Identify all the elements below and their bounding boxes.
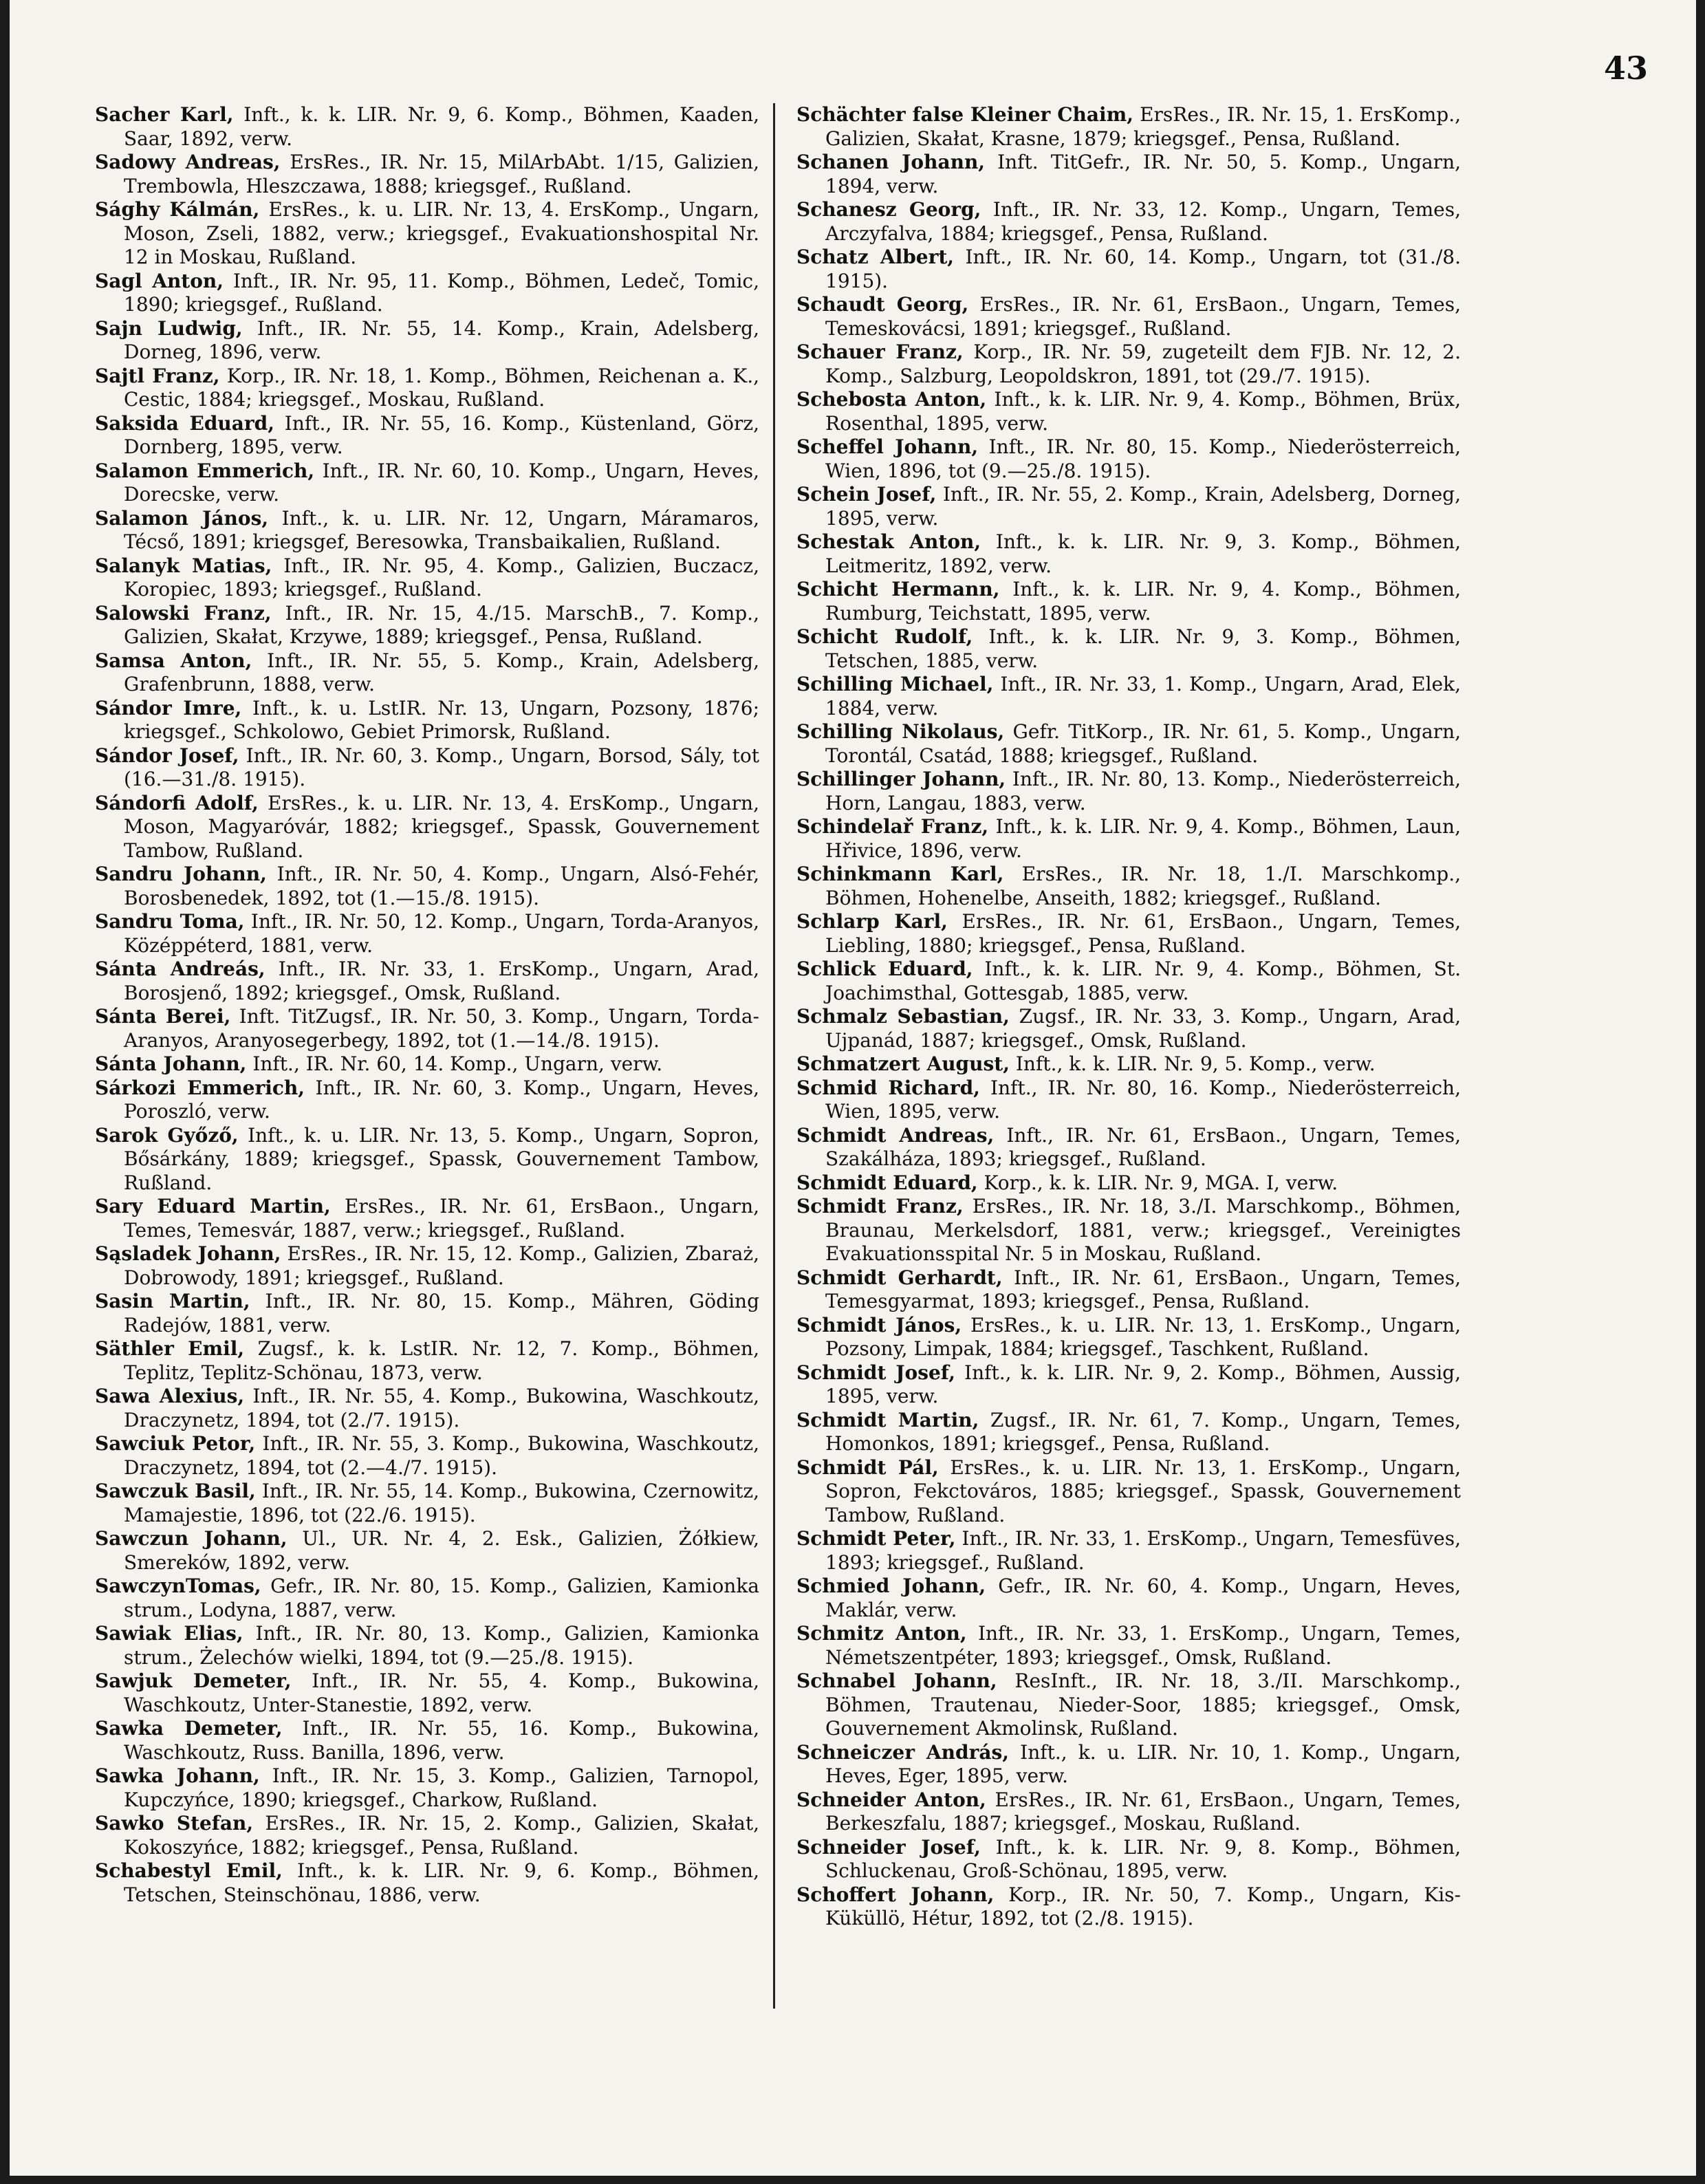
entry-details: Inft., IR. Nr. 55, 4. Komp., Bukowina, Waschkoutz, Unter-Stanestie, 1892, verw.	[124, 1669, 759, 1716]
entry-details: Inft., IR. Nr. 55, 16. Komp., Küstenland, Görz, Dornberg, 1895, verw.	[124, 411, 759, 458]
entry-name: Sánta Berei,	[95, 1005, 231, 1028]
document-page	[10, 0, 1696, 2176]
entry-name: Schmidt Eduard,	[796, 1171, 978, 1194]
casualty-entry	[796, 863, 1461, 910]
entry-details: Gefr., IR. Nr. 60, 4. Komp., Ungarn, Heves, Maklár, verw.	[825, 1575, 1461, 1621]
entry-details: Inft., k. k. LIR. Nr. 9, 2. Komp., Böhmen, Aussig, 1895, verw.	[825, 1361, 1461, 1407]
casualty-entry	[95, 1124, 759, 1196]
entry-details: Inft., IR. Nr. 60, 14. Komp., Ungarn, verw.	[246, 1052, 663, 1075]
casualty-entry	[796, 1836, 1461, 1883]
casualty-entry	[796, 720, 1461, 768]
entry-details: Inft., IR. Nr. 55, 5. Komp., Krain, Adelsberg, Grafenbrunn, 1888, verw.	[124, 649, 759, 695]
entry-name: Schmidt Peter,	[796, 1527, 956, 1550]
casualty-entry	[796, 483, 1461, 530]
entry-name: Schatz Albert,	[796, 246, 955, 268]
casualty-entry	[95, 1480, 759, 1527]
entry-details: Inft., k. k. LIR. Nr. 9, 4. Komp., Böhmen, Laun, Hřivice, 1896, verw.	[825, 815, 1461, 862]
entry-details: Inft., IR. Nr. 33, 1. ErsKomp., Ungarn, Arad, Borosjenő, 1892; kriegsgef., Omsk, Rußland.	[124, 958, 760, 1004]
entry-details: Korp., k. k. LIR. Nr. 9, MGA. I, verw.	[977, 1171, 1338, 1194]
entry-details: ErsRes., IR. Nr. 15, 2. Komp., Galizien, Skałat, Kokoszyńce, 1882; kriegsgef., Pensa, Rußland.	[124, 1812, 759, 1859]
casualty-entry	[796, 1171, 1461, 1196]
casualty-entry	[796, 578, 1461, 625]
casualty-entry	[95, 198, 759, 270]
column-divider	[773, 103, 775, 2009]
casualty-entry	[95, 1432, 759, 1480]
entry-details: Inft., IR. Nr. 55, 14. Komp., Krain, Adelsberg, Dorneg, 1896, verw.	[124, 316, 759, 363]
entry-name: Schestak Anton,	[796, 530, 981, 553]
casualty-entry	[796, 1669, 1461, 1741]
entry-name: Sánta Johann,	[95, 1052, 247, 1075]
casualty-entry	[796, 1314, 1461, 1361]
entry-name: Scheffel Johann,	[796, 435, 979, 458]
page-number: 43	[1603, 50, 1648, 87]
casualty-entry	[796, 1361, 1461, 1409]
entry-details: Inft., IR. Nr. 80, 15. Komp., Mähren, Göding Radejów, 1881, verw.	[124, 1290, 759, 1337]
entry-name: Schebosta Anton,	[796, 388, 987, 411]
entry-details: Inft., k. k. LIR. Nr. 9, 3. Komp., Böhmen, Leitmeritz, 1892, verw.	[825, 530, 1461, 577]
casualty-entry	[796, 151, 1461, 198]
casualty-entry	[95, 103, 759, 151]
entry-name: Schmidt Franz,	[796, 1195, 964, 1218]
casualty-entry	[95, 1337, 759, 1385]
entry-name: Sándorfi Adolf,	[95, 791, 259, 814]
entry-details: Inft., IR. Nr. 55, 14. Komp., Bukowina, Czernowitz, Mamajestie, 1896, tot (22./6. 1915).	[124, 1480, 759, 1526]
casualty-entry	[95, 602, 759, 649]
entry-name: Schillinger Johann,	[796, 768, 1006, 790]
entry-details: Inft., IR. Nr. 33, 1. Komp., Ungarn, Arad, Elek, 1884, verw.	[825, 673, 1461, 720]
casualty-entry	[796, 1409, 1461, 1456]
casualty-entry	[95, 744, 759, 792]
entry-name: Schmidt Pál,	[796, 1456, 939, 1479]
entry-details: Inft., IR. Nr. 55, 3. Komp., Bukowina, Waschkoutz, Draczynetz, 1894, tot (2.—4./7. 1915).	[124, 1432, 759, 1479]
entry-details: Inft., IR. Nr. 61, ErsBaon., Ungarn, Temes, Temesgyarmat, 1893; kriegsgef., Pensa, Rußland.	[825, 1266, 1462, 1312]
casualty-entry	[95, 863, 759, 910]
entry-name: Schoffert Johann,	[796, 1883, 995, 1906]
entry-name: Schabestyl Emil,	[95, 1859, 283, 1882]
entry-details: Korp., IR. Nr. 50, 7. Komp., Ungarn, Kis-Küküllö, Hétur, 1892, tot (2./8. 1915).	[825, 1883, 1461, 1929]
entry-details: Inft. TitGefr., IR. Nr. 50, 5. Komp., Ungarn, 1894, verw.	[825, 151, 1462, 197]
entry-details: ResInft., IR. Nr. 18, 3./II. Marschkomp., Böhmen, Trautenau, Nieder-Soor, 1885; kriegsgef., Omsk, Gouvernement Akmolinsk, Rußland.	[825, 1669, 1461, 1740]
casualty-entry	[95, 1290, 759, 1337]
casualty-entry	[796, 673, 1461, 720]
entry-details: Inft., k. k. LIR. Nr. 9, 6. Komp., Böhmen, Kaaden, Saar, 1892, verw.	[124, 103, 760, 150]
entry-details: ErsRes., k. u. LIR. Nr. 13, 4. ErsKomp., Ungarn, Moson, Magyaróvár, 1882; kriegsgef., Spassk, Gouvernement Tambow, Rußland.	[124, 791, 759, 862]
entry-details: ErsRes., k. u. LIR. Nr. 13, 4. ErsKomp., Ungarn, Moson, Zseli, 1882, verw.; kriegsgef., Evakuationshospital Nr. 12 in Moskau, Rußland.	[124, 198, 759, 268]
entry-details: Zugsf., IR. Nr. 33, 3. Komp., Ungarn, Arad, Ujpanád, 1887; kriegsgef., Omsk, Rußland.	[825, 1005, 1461, 1052]
casualty-entry	[796, 388, 1461, 435]
entry-name: Saksida Eduard,	[95, 411, 274, 435]
casualty-entry	[796, 1527, 1461, 1575]
entry-name: Sadowy Andreas,	[95, 151, 281, 173]
entry-details: Inft., k. u. LIR. Nr. 13, 5. Komp., Ungarn, Sopron, Bősárkány, 1889; kriegsgef., Spassk, Gouvernement Tambow, Rußland.	[124, 1123, 759, 1194]
entry-name: Schneider Anton,	[796, 1788, 986, 1811]
entry-name: Sawko Stefan,	[95, 1812, 254, 1835]
casualty-entry	[796, 1456, 1461, 1528]
left-column	[95, 103, 759, 1907]
entry-details: ErsRes., IR. Nr. 18, 1./I. Marschkomp., Böhmen, Hohenelbe, Anseith, 1882; kriegsgef., Rußland.	[825, 863, 1461, 909]
casualty-entry	[796, 1052, 1461, 1077]
casualty-entry	[95, 958, 759, 1005]
casualty-entry	[95, 1859, 759, 1907]
casualty-entry	[95, 507, 759, 554]
entry-name: Sasin Martin,	[95, 1290, 250, 1312]
casualty-entry	[796, 768, 1461, 815]
entry-name: Schlarp Karl,	[796, 910, 948, 933]
entry-name: Salowski Franz,	[95, 601, 272, 625]
entry-name: Schmidt Andreas,	[796, 1123, 995, 1147]
entry-details: Inft., IR. Nr. 33, 12. Komp., Ungarn, Temes, Arczyfalva, 1884; kriegsgef., Pensa, Rußland.	[825, 198, 1461, 245]
casualty-entry	[796, 246, 1461, 293]
entry-details: Inft., IR. Nr. 15, 4./15. MarschB., 7. Komp., Galizien, Skałat, Krzywe, 1889; kriegsgef., Pensa, Rußland.	[124, 601, 759, 648]
entry-details: Inft., IR. Nr. 60, 3. Komp., Ungarn, Heves, Poroszló, verw.	[124, 1076, 759, 1123]
casualty-entry	[796, 198, 1461, 246]
entry-details: Inft., IR. Nr. 55, 4. Komp., Bukowina, Waschkoutz, Draczynetz, 1894, tot (2./7. 1915).	[124, 1385, 759, 1431]
entry-details: Inft., IR. Nr. 55, 2. Komp., Krain, Adelsberg, Dorneg, 1895, verw.	[825, 483, 1461, 530]
casualty-entry	[95, 910, 759, 958]
entry-details: Inft., IR. Nr. 55, 16. Komp., Bukowina, Waschkoutz, Russ. Banilla, 1896, verw.	[124, 1717, 759, 1764]
entry-name: Sary Eduard Martin,	[95, 1195, 331, 1218]
casualty-entry	[95, 554, 759, 602]
casualty-entry	[796, 103, 1461, 151]
casualty-entry	[796, 1124, 1461, 1171]
casualty-entry	[95, 649, 759, 697]
entry-name: Sawjuk Demeter,	[95, 1669, 292, 1692]
casualty-entry	[796, 530, 1461, 578]
entry-name: Schächter false Kleiner Chaim,	[796, 103, 1134, 126]
entry-details: Korp., IR. Nr. 18, 1. Komp., Böhmen, Reichenan a. K., Cestic, 1884; kriegsgef., Moskau, Rußland.	[124, 364, 759, 411]
entry-name: Schmied Johann,	[796, 1575, 986, 1597]
entry-name: Samsa Anton,	[95, 649, 252, 672]
entry-name: Schein Josef,	[796, 483, 937, 506]
entry-name: Sandru Toma,	[95, 910, 245, 933]
entry-details: ErsRes., IR. Nr. 61, ErsBaon., Ungarn, Temes, Berkeszfalu, 1887; kriegsgef., Moskau, Rußland.	[825, 1788, 1461, 1835]
entry-details: Inft., IR. Nr. 50, 12. Komp., Ungarn, Torda-Aranyos, Középpéterd, 1881, verw.	[124, 910, 759, 957]
entry-details: Inft., k. u. LIR. Nr. 12, Ungarn, Máramaros, Técső, 1891; kriegsgef, Beresowka, Transbaikalien, Rußland.	[124, 506, 759, 553]
entry-name: Schmalz Sebastian,	[796, 1005, 1010, 1028]
entry-details: Inft., k. u. LstIR. Nr. 13, Ungarn, Pozsony, 1876; kriegsgef., Schkolowo, Gebiet Primorsk, Rußland.	[124, 696, 759, 743]
entry-details: Inft., k. k. LIR. Nr. 9, 4. Komp., Böhmen, Rumburg, Teichstatt, 1895, verw.	[825, 578, 1461, 625]
entry-name: Schanen Johann,	[796, 151, 986, 173]
casualty-entry	[95, 1812, 759, 1859]
entry-name: Sawczun Johann,	[95, 1527, 287, 1550]
entry-details: Inft., IR. Nr. 80, 16. Komp., Niederösterreich, Wien, 1895, verw.	[825, 1076, 1461, 1123]
casualty-entry	[95, 1575, 759, 1622]
entry-name: Schilling Nikolaus,	[796, 720, 1005, 743]
entry-details: Inft., IR. Nr. 15, 3. Komp., Galizien, Tarnopol, Kupczyńce, 1890; kriegsgef., Charkow, Rußland.	[124, 1764, 759, 1811]
entry-name: Salamon János,	[95, 506, 269, 530]
entry-details: Inft., IR. Nr. 95, 4. Komp., Galizien, Buczacz, Koropiec, 1893; kriegsgef., Rußland.	[124, 554, 760, 601]
entry-name: Schmid Richard,	[796, 1076, 980, 1099]
entry-name: Säthler Emil,	[95, 1337, 245, 1360]
casualty-entry	[796, 435, 1461, 483]
entry-name: Schauer Franz,	[796, 340, 964, 363]
entry-details: Inft., k. k. LIR. Nr. 9, 4. Komp., Böhmen, St. Joachimsthal, Gottesgab, 1885, verw.	[825, 958, 1461, 1004]
right-column	[796, 103, 1461, 1931]
entry-details: Inft., IR. Nr. 33, 1. ErsKomp., Ungarn, Temesfüves, 1893; kriegsgef., Rußland.	[825, 1527, 1461, 1574]
entry-details: Gefr., IR. Nr. 80, 15. Komp., Galizien, Kamionka strum., Lodyna, 1887, verw.	[124, 1575, 759, 1621]
entry-name: Schicht Hermann,	[796, 578, 1000, 601]
casualty-entry	[95, 1005, 759, 1052]
casualty-entry	[796, 958, 1461, 1005]
casualty-entry	[95, 697, 759, 744]
entry-name: Sándor Imre,	[95, 696, 242, 720]
entry-name: Schnabel Johann,	[796, 1669, 997, 1692]
entry-details: Inft., IR. Nr. 80, 13. Komp., Niederösterreich, Horn, Langau, 1883, verw.	[825, 768, 1461, 814]
entry-details: Inft., k. k. LIR. Nr. 9, 6. Komp., Böhmen, Tetschen, Steinschönau, 1886, verw.	[124, 1859, 759, 1906]
entry-details: Inft., IR. Nr. 60, 14. Komp., Ungarn, tot (31./8. 1915).	[825, 246, 1461, 292]
entry-details: Inft., k. k. LIR. Nr. 9, 3. Komp., Böhmen, Tetschen, 1885, verw.	[825, 625, 1461, 672]
casualty-entry	[95, 1527, 759, 1575]
entry-name: Sagl Anton,	[95, 269, 224, 292]
casualty-entry	[95, 317, 759, 365]
entry-details: ErsRes., IR. Nr. 15, 1. ErsKomp., Galizien, Skałat, Krasne, 1879; kriegsgef., Pensa, Rußland.	[825, 103, 1462, 150]
casualty-entry	[796, 910, 1461, 958]
casualty-entry	[95, 1195, 759, 1242]
entry-name: Schmatzert August,	[796, 1052, 1010, 1075]
entry-name: Sawiak Elias,	[95, 1622, 243, 1645]
entry-details: ErsRes., IR. Nr. 61, ErsBaon., Ungarn, Temes, Temesvár, 1887, verw.; kriegsgef., Rußland.	[124, 1195, 759, 1242]
casualty-entry	[95, 1385, 759, 1432]
entry-details: ErsRes., IR. Nr. 18, 3./I. Marschkomp., Böhmen, Braunau, Merkelsdorf, 1881, verw.; kriegsgef., Vereinigtes Evakuationsspital Nr. 5 in Moskau, Rußland.	[825, 1195, 1462, 1265]
entry-name: Schmidt Gerhardt,	[796, 1266, 1003, 1289]
entry-details: ErsRes., IR. Nr. 15, MilArbAbt. 1/15, Galizien, Trembowla, Hleszczawa, 1888; kriegsgef., Rußland.	[124, 151, 759, 197]
casualty-entry	[796, 815, 1461, 863]
entry-details: Inft., k. u. LIR. Nr. 10, 1. Komp., Ungarn, Heves, Eger, 1895, verw.	[825, 1740, 1462, 1787]
entry-details: Inft., IR. Nr. 50, 4. Komp., Ungarn, Alsó-Fehér, Borosbenedek, 1892, tot (1.—15./8. 1915).	[124, 863, 760, 909]
entry-name: Schmidt Josef,	[796, 1361, 955, 1384]
entry-name: Schlick Eduard,	[796, 958, 973, 980]
casualty-entry	[95, 151, 759, 198]
entry-name: Sawciuk Petor,	[95, 1432, 256, 1455]
entry-name: SawczynTomas,	[95, 1575, 261, 1597]
entry-name: Schanesz Georg,	[796, 198, 981, 221]
casualty-entry	[796, 1622, 1461, 1669]
entry-details: Inft., IR. Nr. 80, 15. Komp., Niederösterreich, Wien, 1896, tot (9.—25./8. 1915).	[825, 435, 1461, 482]
entry-details: Inft., IR. Nr. 61, ErsBaon., Ungarn, Temes, Szakálháza, 1893; kriegsgef., Rußland.	[825, 1123, 1462, 1170]
entry-name: Schneider Josef,	[796, 1835, 981, 1859]
entry-details: Inft., IR. Nr. 33, 1. ErsKomp., Ungarn, Temes, Németszentpéter, 1893; kriegsgef., Omsk, Rußland.	[825, 1622, 1461, 1669]
casualty-entry	[95, 1077, 759, 1124]
entry-name: Sandru Johann,	[95, 863, 267, 885]
entry-details: Inft. TitZugsf., IR. Nr. 50, 3. Komp., Ungarn, Torda-Aranyos, Aranyosegerbegy, 1892, tot (1.—14./8. 1915).	[124, 1005, 759, 1052]
entry-details: Inft., k. k. LIR. Nr. 9, 5. Komp., verw.	[1009, 1052, 1376, 1075]
casualty-entry	[95, 459, 759, 507]
casualty-entry	[796, 1575, 1461, 1622]
entry-details: Inft., k. k. LIR. Nr. 9, 4. Komp., Böhmen, Brüx, Rosenthal, 1895, verw.	[825, 388, 1461, 435]
entry-name: Sawka Demeter,	[95, 1717, 283, 1740]
entry-details: Inft., IR. Nr. 60, 3. Komp., Ungarn, Borsod, Sály, tot (16.—31./8. 1915).	[124, 744, 760, 790]
casualty-entry	[796, 1788, 1461, 1836]
casualty-entry	[95, 270, 759, 317]
entry-details: ErsRes., k. u. LIR. Nr. 13, 1. ErsKomp., Ungarn, Pozsony, Limpak, 1884; kriegsgef., Taschkent, Rußland.	[825, 1313, 1461, 1360]
casualty-entry	[95, 792, 759, 863]
entry-details: Inft., k. k. LIR. Nr. 9, 8. Komp., Böhmen, Schluckenau, Groß-Schönau, 1895, verw.	[825, 1835, 1461, 1882]
casualty-entry	[796, 1883, 1461, 1931]
casualty-entry	[796, 1077, 1461, 1124]
casualty-entry	[95, 412, 759, 459]
casualty-entry	[95, 1764, 759, 1812]
casualty-entry	[95, 365, 759, 412]
entry-name: Schmidt Martin,	[796, 1408, 979, 1431]
entry-name: Salamon Emmerich,	[95, 459, 315, 482]
casualty-entry	[95, 1242, 759, 1290]
entry-name: Sawa Alexius,	[95, 1385, 245, 1407]
entry-name: Sawka Johann,	[95, 1764, 260, 1787]
entry-details: Korp., IR. Nr. 59, zugeteilt dem FJB. Nr. 12, 2. Komp., Salzburg, Leopoldskron, 1891, tot (29./7. 1915).	[825, 340, 1461, 387]
entry-details: ErsRes., IR. Nr. 61, ErsBaon., Ungarn, Temes, Liebling, 1880; kriegsgef., Pensa, Rußland.	[825, 910, 1461, 957]
casualty-entry	[95, 1052, 759, 1077]
casualty-entry	[796, 1741, 1461, 1788]
entry-name: Salanyk Matias,	[95, 554, 272, 577]
entry-name: Schicht Rudolf,	[796, 625, 973, 648]
entry-name: Sacher Karl,	[95, 103, 234, 126]
casualty-entry	[796, 1005, 1461, 1052]
entry-name: Sárkozi Emmerich,	[95, 1076, 305, 1099]
casualty-entry	[796, 1266, 1461, 1314]
entry-details: ErsRes., IR. Nr. 61, ErsBaon., Ungarn, Temes, Temeskovácsi, 1891; kriegsgef., Rußland.	[825, 293, 1461, 340]
entry-details: Zugsf., IR. Nr. 61, 7. Komp., Ungarn, Temes, Homonkos, 1891; kriegsgef., Pensa, Rußland.	[825, 1408, 1461, 1455]
entry-details: Inft., IR. Nr. 60, 10. Komp., Ungarn, Heves, Dorecske, verw.	[124, 459, 759, 506]
entry-details: Gefr. TitKorp., IR. Nr. 61, 5. Komp., Ungarn, Torontál, Csatád, 1888; kriegsgef., Rußland.	[825, 720, 1462, 767]
casualty-entry	[95, 1669, 759, 1717]
entry-name: Sajtl Franz,	[95, 364, 220, 387]
casualty-entry	[95, 1717, 759, 1764]
entry-name: Sánta Andreás,	[95, 958, 265, 980]
casualty-entry	[796, 1195, 1461, 1266]
entry-name: Sawczuk Basil,	[95, 1480, 256, 1502]
casualty-entry	[95, 1622, 759, 1669]
entry-details: ErsRes., IR. Nr. 15, 12. Komp., Galizien, Zbaraż, Dobrowody, 1891; kriegsgef., Rußland.	[124, 1242, 759, 1289]
entry-details: ErsRes., k. u. LIR. Nr. 13, 1. ErsKomp., Ungarn, Sopron, Fekctováros, 1885; kriegsgef., Spassk, Gouvernement Tambow, Rußland.	[825, 1456, 1461, 1526]
entry-details: Inft., IR. Nr. 80, 13. Komp., Galizien, Kamionka strum., Żelechów wielki, 1894, tot (9.—25./8. 1915).	[124, 1622, 760, 1669]
casualty-entry	[796, 340, 1461, 388]
entry-name: Schindelař Franz,	[796, 815, 989, 838]
entry-name: Schmidt János,	[796, 1313, 962, 1337]
entry-details: Zugsf., k. k. LstIR. Nr. 12, 7. Komp., Böhmen, Teplitz, Teplitz-Schönau, 1873, verw.	[124, 1337, 759, 1384]
casualty-entry	[796, 625, 1461, 673]
entry-name: Schneiczer András,	[796, 1740, 1010, 1764]
entry-name: Schmitz Anton,	[796, 1622, 967, 1645]
entry-name: Schaudt Georg,	[796, 293, 969, 316]
entry-name: Sajn Ludwig,	[95, 316, 243, 340]
entry-details: Ul., UR. Nr. 4, 2. Esk., Galizien, Żółkiew, Smereków, 1892, verw.	[124, 1527, 760, 1574]
entry-details: Inft., IR. Nr. 95, 11. Komp., Böhmen, Ledeč, Tomic, 1890; kriegsgef., Rußland.	[124, 269, 760, 316]
entry-name: Sąsladek Johann,	[95, 1242, 281, 1265]
entry-name: Sarok Győző,	[95, 1123, 239, 1147]
entry-name: Sághy Kálmán,	[95, 198, 260, 221]
casualty-entry	[796, 293, 1461, 340]
entry-name: Schinkmann Karl,	[796, 863, 1004, 885]
entry-name: Sándor Josef,	[95, 744, 239, 767]
entry-name: Schilling Michael,	[796, 673, 994, 695]
